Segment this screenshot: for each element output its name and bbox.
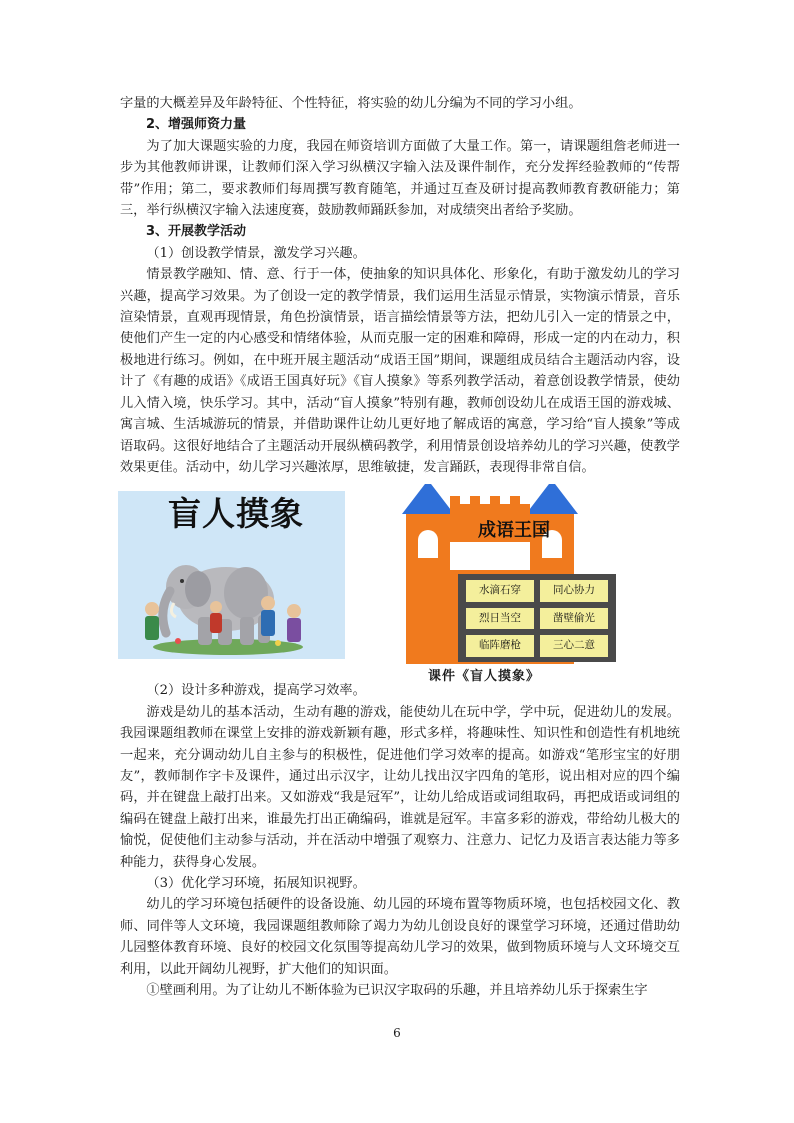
section-heading: 3、开展教学活动 — [146, 224, 247, 240]
castle-banner: 成语王国 — [478, 520, 550, 542]
idiom-grid — [458, 574, 616, 662]
figure-row — [118, 484, 680, 685]
page-number: 6 — [393, 1026, 401, 1040]
paragraph: ①壁画利用。为了让幼儿不断体验为已识汉字取码的乐趣，并且培养幼儿乐于探索生字 — [146, 983, 648, 998]
paragraph: 为了加大课题实验的力度，我园在师资培训方面做了大量工作。第一，请课题组詹老师进一步为其他教师讲课，让教师们深入学习纵横汉字输入法及课件制作，充分发挥经验教师的“传帮带”作用；第二，要求教师们每周撰写教育随笔，并通过互查及研讨提高教师教育教研能力；第三，举行纵横汉字输入法速度赛，鼓励教师踊跃参加，对成绩突出者给予奖励。 — [120, 138, 680, 219]
paragraph: 幼儿的学习环境包括硬件的设备设施、幼儿园的环境布置等物质环境，也包括校园文化、教师、同伴等人文环境，我园课题组教师除了竭力为幼儿创设良好的课堂学习环境，还通过借助幼儿园整体教育环境、良好的校园文化氛围等提高幼儿学习的效果，做到物质环境与人文环境交互利用，以此开阔幼儿视野，扩大他们的知识面。 — [120, 897, 680, 977]
subsection-heading: （3）优化学习环境，拓展知识视野。 — [146, 875, 366, 891]
idiom-tile: 水滴石穿 — [466, 580, 534, 601]
subsection-heading: （2）设计多种游戏，提高学习效率。 — [146, 683, 366, 699]
subsection-heading: （1）创设教学情景，激发学习兴趣。 — [146, 245, 366, 261]
figure-caption: 课件《盲人摸象》 — [428, 669, 541, 685]
illustration-title: 盲人摸象 — [168, 494, 304, 534]
blind-men-elephant-illustration — [118, 491, 345, 659]
elephant-scene-image — [118, 491, 345, 659]
paragraph: 游戏是幼儿的基本活动，生动有趣的游戏，能使幼儿在玩中学，学中玩，促进幼儿的发展。我园课题组教师在课堂上安排的游戏新颖有趣，形式多样，将趣味性、知识性和创造性有机地统一起来，充分调动幼儿自主参与的积极性，促进他们学习效率的提高。如游戏“笔形宝宝的好朋友”，教师制作字卡及课件，通过出示汉字，让幼儿找出汉字四角的笔形，说出相对应的四个编码，并在键盘上敲打出来。又如游戏“我是冠军”，让幼儿给成语或词组取码，再把成语或词组的编码在键盘上敲打出来，谁最先打出正确编码，谁就是冠军。丰富多彩的游戏，带给幼儿极大的愉悦，促使他们主动参与活动，并在活动中增强了观察力、注意力、记忆力及语言表达能力等多种能力，获得身心发展。 — [120, 704, 680, 870]
paragraph: 字量的大概差异及年龄特征、个性特征，将实验的幼儿分编为不同的学习小组。 — [120, 96, 582, 111]
idiom-tile: 烈日当空 — [466, 608, 534, 629]
idiom-tile: 临阵磨枪 — [466, 635, 534, 656]
document-body — [120, 93, 680, 1001]
idiom-tile: 凿壁偷光 — [540, 608, 608, 629]
paragraph: 情景教学融知、情、意、行于一体，使抽象的知识具体化、形象化，有助于激发幼儿的学习兴趣，提高学习效果。为了创设一定的教学情景，我们运用生活显示情景，实物演示情景，音乐渲染情景，直观再现情景，角色扮演情景，语言描绘情景等方法，把幼儿引入一定的情景之中，使他们产生一定的内心感受和情绪体验，从而克服一定的困难和障碍，形成一定的内在动力，积极地进行练习。例如，在中班开展主题活动“成语王国”期间，课题组成员结合主题活动内容，设计了《有趣的成语》《成语王国真好玩》《盲人摸象》等系列教学活动，着意创设教学情景，使幼儿入情入境，快乐学习。其中，活动“盲人摸象”特别有趣，教师创设幼儿在成语王国的游戏城、寓言城、生活城游玩的情景，并借助课件让幼儿更好地了解成语的寓意，学习给“盲人摸象”等成语取码。这很好地结合了主题活动开展纵横码教学，利用情景创设培养幼儿的学习兴趣，使教学效果更佳。活动中，幼儿学习兴趣浓厚，思维敏捷，发言踊跃，表现得非常自信。 — [120, 267, 680, 475]
section-heading: 2、增强师资力量 — [146, 117, 247, 133]
idiom-tile: 同心协力 — [540, 580, 608, 601]
idiom-tile: 三心二意 — [540, 635, 608, 656]
